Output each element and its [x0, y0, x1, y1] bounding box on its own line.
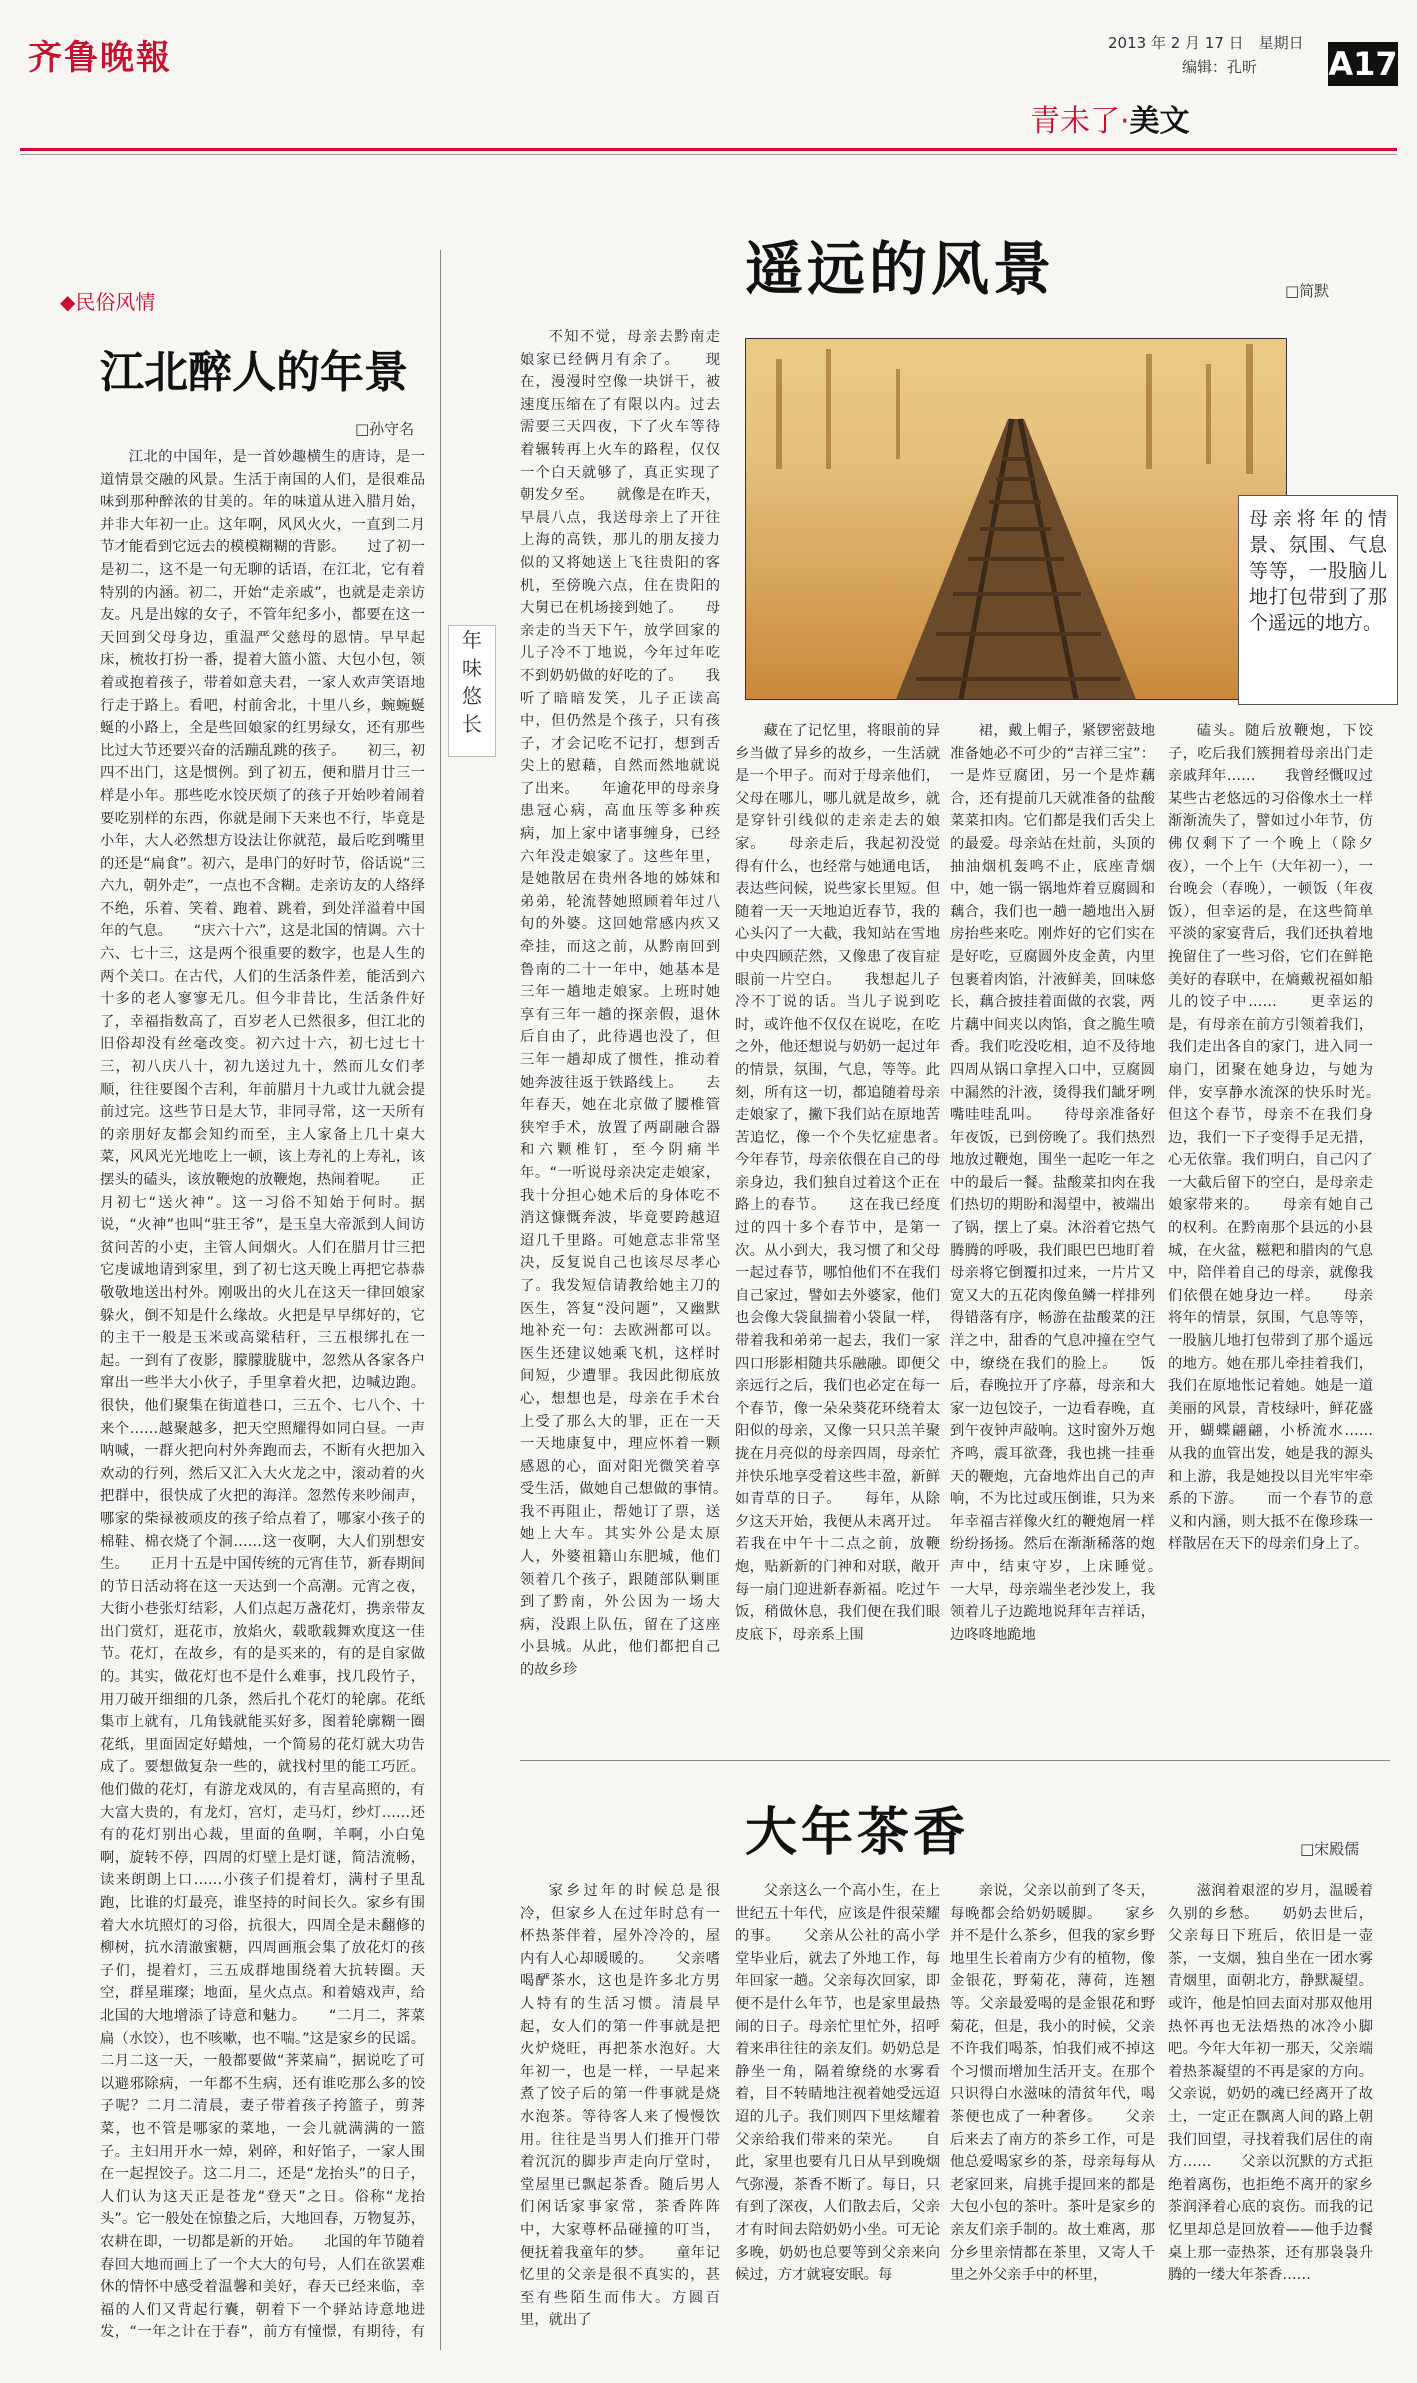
- article-separator: [520, 1760, 1390, 1761]
- article3-col-d: 滋润着艰涩的岁月，温暖着久别的乡愁。 奶奶去世后，父亲每日下班后，依旧是一壶茶，一支烟，独自坐在一团水雾青烟里，面朝北方，静默凝望。或许，他是怕回去面对那双他用热怀再也无法焐热的冰冷小脚吧。今年大年初一那天，父亲端着热茶凝望的不再是家的方向。父亲说，奶奶的魂已经离开了故土，一定正在飘离人间的路上朝我们回望，寻找着我们居住的南方…… 父亲以沉默的方式拒绝着离伤，也拒绝不离开的家乡茶润泽着心底的哀伤。而我的记忆里却总是回放着——他手边餐桌上那一壶热茶，还有那袅袅升腾的一缕大年茶香……: [1168, 1883, 1373, 2284]
- article1-body: 江北的中国年，是一首妙趣横生的唐诗，是一道情景交融的风景。生活于南国的人们，是很难品味到那种醉浓的甘美的。年的味道从进入腊月始，并非大年初一止。这年啊，风风火火，一直到二月节才能看到它远去的模模糊糊的背影。 过了初一是初二，这不是一句无聊的话语，在江北，它有着特别的内涵。初二，开始“走亲戚”，也就是走亲访友。凡是出嫁的女子，不管年纪多小，都要在这一天回到父母身边，重温严父慈母的恩情。早早起床，梳妆打扮一番，提着大篮小篮、大包小包，领着或抱着孩子，带着如意夫君，一家人欢声笑语地行走于路上。看吧，村前舍北，十里八乡，蜿蜿蜒蜒的小路上，全是些回娘家的红男绿女，还有那些比过大节还要兴奋的活蹦乱跳的孩子。 初三，初四不出门，这是惯例。到了初五，便和腊月廿三一样是小年。那些吃水饺厌烦了的孩子开始吵着闹着要吃别样的东西，你就是闹下天来也不行，毕竟是小年，大人必然想方设法让你就范，最后吃到嘴里的还是“扁食”。初六，是串门的好时节，俗话说“三六九，朝外走”，一点也不含糊。走亲访友的人络绎不绝，乐着、笑着、跑着、跳着，到处洋溢着中国年的气息。 “庆六十六”，这是北国的情调。六十六、七十三，这是两个很重要的数字，也是人生的两个关口。在古代，人们的生活条件差，能活到六十多的老人寥寥无几。但今非昔比，生活条件好了，幸福指数高了，百岁老人已然很多，但江北的旧俗却没有丝毫改变。初六过十六，初七过七十三，初八庆八十，初九送过九十，然而儿女们孝顺，往往要图个吉利，年前腊月十九或廿九就会提前过完。这些节日是大节，非同寻常，这一天所有的亲朋好友都会知约而至，主人家备上几十桌大菜，风风光光地吃上一顿，该上寿礼的上寿礼，该摆头的磕头，该放鞭炮的放鞭炮，热闹着呢。 正月初七“送火神”。这一习俗不知始于何时。据说，“火神”也叫“驻王爷”，是玉皇大帝派到人间访贫问苦的小吏，主管人间烟火。人们在腊月廿三把它虔诚地请到家里，到了初七这天晚上再把它恭恭敬敬地送出村外。刚吸出的火儿在这天一律回娘家躲火，倒不知是什么缘故。火把是早早绑好的，它的主干一般是玉米或高粱秸秆，三五根绑扎在一起。一到有了夜影，朦朦胧胧中，忽然从各家各户窜出一些半大小伙子，手里拿着火把，边喊边跑。很快，他们聚集在街道巷口，三五个、七八个、十来个……越聚越多，把天空照耀得如同白昼。一声呐喊，一群火把向村外奔跑而去，不断有火把加入欢动的行列，然后又汇入大火龙之中，滚动着的火把群中，很快成了火把的海洋。忽然传来吵闹声，哪家的柴禄被顽皮的孩子给点着了，哪家小孩子的棉鞋、棉衣烧了个洞……这一夜啊，大人们别想安生。 正月十五是中国传统的元宵佳节，新春期间的节日活动将在这一天达到一个高潮。元宵之夜，大街小巷张灯结彩，人们点起万盏花灯，携亲带友出门赏灯，逛花市，放焰火，载歌载舞欢度这一佳节。花灯，在故乡，有的是买来的，有的是自家做的。其实，做花灯也不是什么难事，找几段竹子，用刀破开细细的几条，然后扎个花灯的轮廓。花纸集市上就有，几角钱就能买好多，图着轮廓糊一圈花纸，里面固定好蜡烛，一个简易的花灯就大功告成了。要想做复杂一些的，就找村里的能工巧匠。他们做的花灯，有游龙戏凤的，有吉星高照的，有大富大贵的，有龙灯，宫灯，走马灯，纱灯……还有的花灯别出心裁，里面的鱼啊，羊啊，小白兔啊，旋转不停，四周的灯壁上是灯谜，简洁流畅，读来朗朗上口……小孩子们提着灯，满村子里乱跑，比谁的灯最亮，谁坚持的时间长久。家乡有围着大水坑照灯的习俗，抗很大，四周全是未翻修的柳树，抗水清澈蜜糖，四周画瓶会集了放花灯的孩子们，提着灯，三五成群地围绕着大抗转圈。天空，群星璀璨；地面，星火点点。和着嬉戏声，给北国的大地增添了诗意和魅力。 “二月二，荠菜扁（水饺），也不咳嗽，也不喘。”这是家乡的民谣。二月二这一天，一般都要做“荠菜扁”，据说吃了可以避邪除病，一年都不生病，还有谁吃那么多的饺子呢？二月二清晨，妻子带着孩子挎篮子，剪荠菜，也不管是哪家的菜地，一会儿就满满的一篮子。主妇用开水一焯，剁碎，和好馅子，一家人围在一起捏饺子。这二月二，还是“龙抬头”的日子，人们认为这天正是苍龙“登天”之日。俗称“龙抬头”。它一般处在惊蛰之后，大地回春，万物复苏，农耕在即，一切都是新的开始。 北国的年节随着春回大地而画上了一个大大的句号，人们在欲罢难休的情怀中感受着温馨和美好，春天已经来临，幸福的人们又背起行囊，朝着下一个驿站诗意地进发，“一年之计在于春”，前方有憧憬，有期待，有: [100, 449, 425, 2341]
- article2-col-c: 裙，戴上帽子，紧锣密鼓地准备她必不可少的“吉祥三宝”：一是炸豆腐团，另一个是炸藕合，还有提前几天就准备的盐酸菜菜扣肉。它们都是我们舌尖上的最爱。母亲站在灶前，头顶的抽油烟机轰鸣不止，底座青烟中，她一锅一锅地炸着豆腐圆和藕合，我们也一趟一趟地出入厨房抬些来吃。刚炸好的它们实在是好吃，豆腐圆外皮金黄，内里包裹着肉馅，汁液鲜美，回味悠长，藕合披挂着面做的衣裳，两片藕中间夹以肉馅，食之脆生喷香。我们吃没吃相，迫不及待地四周从锅口拿捏入口中，豆腐圆中漏然的汁液，烫得我们龇牙咧嘴哇哇乱叫。 待母亲准备好年夜饭，已到傍晚了。我们热烈地放过鞭炮，围坐一起吃一年之中的最后一餐。盐酸菜扣肉在我们热切的期盼和渴望中，被端出了锅，摆上了桌。沐浴着它热气腾腾的呼吸，我们眼巴巴地盯着母亲将它倒覆扣过来，一片片又宽又大的五花肉像鱼鳞一样排列得错落有序，畅游在盐酸菜的汪洋之中，甜香的气息冲撞在空气中，缭绕在我们的脸上。 饭后，春晚拉开了序幕，母亲和大家一边包饺子，一边看春晚，直到午夜钟声敲响。这时窗外万炮齐鸣，震耳欲聋，我也挑一挂垂天的鞭炮，亢奋地炸出自己的声响，不为比过或压倒谁，只为来年幸福吉祥像火红的鞭炮屑一样纷纷扬扬。然后在渐渐稀落的炮声中，结束守岁，上床睡觉。 一大早，母亲端坐老沙发上，我领着儿子边跪地说拜年吉祥话，边咚咚地跪地: [950, 723, 1155, 1643]
- article3-title: 大年茶香: [745, 1803, 970, 1863]
- tab-char-1: 年: [462, 628, 482, 652]
- article3-col-a: 家乡过年的时候总是很冷，但家乡人在过年时总有一杯热茶伴着，屋外冷冷的，屋内有人心却暖暖的。 父亲嗜喝酽茶水，这也是许多北方男人特有的生活习惯。清晨早起，女人们的第一件事就是把火炉烧旺，再把茶水泡好。大年初一，也是一样，一早起来煮了饺子后的第一件事就是烧水泡茶。等待客人来了慢慢饮用。往往是当男人们推开门带着沉沉的脚步声走向厅堂时，堂屋里已飘起茶香。随后男人们闲话家事家常，茶香阵阵中，大家尊杯品碰撞的叮当，便抚着我童年的梦。 童年记忆里的父亲是很不真实的，甚至有些陌生而伟大。方圆百里，就出了: [520, 1883, 720, 2329]
- railway-photo: [745, 338, 1287, 700]
- article1-kicker: [60, 286, 155, 315]
- diamond-icon: ◆: [60, 290, 76, 314]
- kicker-label: 民俗风情: [75, 290, 156, 314]
- article3-byline: □宋殿儒: [1300, 1840, 1360, 1858]
- article1-byline: □孙守名: [355, 420, 415, 438]
- page-number: A17: [1328, 42, 1398, 86]
- issue-date: 2013 年 2 月 17 日 星期日: [1108, 34, 1304, 52]
- article2-title: 遥远的风景: [745, 235, 1056, 303]
- article2-col-d: 磕头。随后放鞭炮，下饺子，吃后我们簇拥着母亲出门走亲戚拜年…… 我曾经慨叹过某些古老悠远的习俗像水土一样渐渐流失了，譬如过小年节，仿佛仅剩下了一个晚上（除夕夜），一个上午（大年初一），一台晚会（春晚），一顿饭（年夜饭），但幸运的是，在这些简单平淡的家宴背后，我们还执着地挽留住了一些习俗，它们在鲜艳美好的春联中，在熵戴祝福如船儿的饺子中…… 更幸运的是，有母亲在前方引领着我们，我们走出各自的家门，进入同一扇门，团聚在她身边，与她为伴，安享静水流深的快乐时光。 但这个春节，母亲不在我们身边，我们一下子变得手足无措，心无依靠。我们明白，自己闪了一大截后留下的空白，是母亲走娘家带来的。 母亲有她自己的权利。在黔南那个县远的小县城，在火盆，糍粑和腊肉的气息中，陪伴着自己的母亲，就像我们依偎在她身边一样。 母亲将年的情景，氛围，气息等等，一股脑儿地打包带到了那个遥远的地方。她在那儿牵挂着我们，我们在原地怅记着她。她是一道美丽的风景，青枝绿叶，鲜花盛开，蝴蝶翩翩，小桥流水…… 从我的血管出发，她是我的源头和上游，我是她投以目光牢牢牵系的下游。 而一个春节的意义和内涵，则大抵不在像珍珠一样散居在天下的母亲们身上了。: [1168, 723, 1373, 1553]
- column-tab: [448, 625, 496, 757]
- article3-col-c: 亲说，父亲以前到了冬天，每晚都会给奶奶暖脚。 家乡并不是什么茶乡，但我的家乡野地里生长着南方少有的植物，像金银花，野菊花，薄荷，连翘等。父亲最爱喝的是金银花和野菊花，但是，我小的时候，父亲不许我们喝茶，怕我们戒不掉这个习惯而增加生活开支。在那个只识得白水滋味的清贫年代，喝茶便也成了一种奢侈。 父亲后来去了南方的茶乡工作，可是他总爱喝家乡的茶，母亲每每从老家回来，肩挑手提回来的都是大包小包的茶叶。茶叶是家乡的亲友们亲手制的。故土难离，那分乡里亲情都在茶里，又寄人千里之外父亲手中的杯里，: [950, 1883, 1155, 2284]
- article1-title: 江北醉人的年景: [100, 347, 408, 398]
- header-rule: [20, 148, 1397, 151]
- newspaper-logo: 齐鲁晚報: [28, 38, 172, 78]
- tab-char-4: 长: [462, 712, 482, 736]
- railway-track-image: [746, 339, 1286, 699]
- header-rule-thin: [20, 154, 1397, 155]
- article2-col-b: 藏在了记忆里，将眼前的异乡当做了异乡的故乡，一生活就是一个甲子。而对于母亲他们，父母在哪儿，哪儿就是故乡，就是穿针引线似的走亲走去的娘家。 母亲走后，我起初没觉得有什么，也经常与她通电话，表达些问候，说些家长里短。但随着一天一天地迫近春节，我的心头闪了一大截，我知站在雪地中央四顾茫然，又像患了夜盲症眼前一片空白。 我想起儿子冷不丁说的话。当儿子说到吃时，或许他不仅仅在说吃，在吃之外，他还想说与奶奶一起过年的情景，氛围，气息，等等。此刻，所有这一切，都追随着母亲走娘家了，撇下我们站在原地苦苦追忆，像一个个失忆症患者。 今年春节，母亲依偎在自己的母亲身边，我们独自过着这个正在路上的春节。 这在我已经度过的四十多个春节中，是第一次。从小到大，我习惯了和父母一起过春节，哪怕他们不在我们自己家过，譬如去外婆家，他们也会像大袋鼠揣着小袋鼠一样，带着我和弟弟一起去，我们一家四口形影相随共乐融融。即便父亲远行之后，我们也必定在每一个春节，像一朵朵葵花环绕着太阳似的母亲，又像一只只羔羊聚拢在月亮似的母亲四周，母亲忙并快乐地享受着这些丰盈，新鲜如青草的日子。 每年，从除夕这天开始，我便从未离开过。若我在中午十二点之前，放鞭炮，贴新新的门神和对联，敞开每一扇门迎进新春新福。吃过午饭，稍做休息，我们便在我们眼皮底下，母亲系上围: [735, 723, 940, 1643]
- editor-credit: 编辑：孔昕: [1182, 58, 1258, 76]
- article3-col-b: 父亲这么一个高小生，在上世纪五十年代，应该是件很荣耀的事。 父亲从公社的高小学堂毕业后，就去了外地工作，每年回家一趟。父亲每次回家，即便不是什么年节，也是家里最热闹的日子。母亲忙里忙外，招呼着来串往往的亲友们。奶奶总是静坐一角，隔着缭绕的水雾看着，目不转睛地注视着她受远迢迢的儿子。我们则四下里炫耀着父亲给我们带来的荣光。 自此，家里也要有几日从早到晚烟气弥漫，茶香不断了。每日，只有到了深夜，人们散去后，父亲才有时间去陪奶奶小坐。可无论多晚，奶奶也总要等到父亲来向候过，方才就寝安眠。每: [735, 1883, 940, 2284]
- section-name-b: 美文: [1129, 104, 1190, 139]
- section-name-a: 青未了·: [1030, 104, 1130, 139]
- tab-char-3: 悠: [462, 684, 482, 708]
- pull-quote: 母亲将年的情景、氛围、气息等等，一股脑儿地打包带到了那个遥远的地方。: [1238, 495, 1398, 705]
- tab-char-2: 味: [462, 656, 482, 680]
- article2-byline: □简默: [1285, 282, 1330, 300]
- column-divider: [440, 250, 441, 2350]
- article2-col-a: 不知不觉，母亲去黔南走娘家已经俩月有余了。 现在，漫漫时空像一块饼干，被速度压缩在了有限以内。过去需要三天四夜，下了火车等待着辗转再上火车的路程，仅仅一个白天就够了，真正实现了朝发夕至。 就像是在昨天，早晨八点，我送母亲上了开往上海的高铁，那儿的朋友接力似的又将她送上飞往贵阳的客机，至傍晚六点，住在贵阳的大舅已在机场接到她了。 母亲走的当天下午，放学回家的儿子冷不丁地说，今年过年吃不到奶奶做的好吃的了。 我听了暗暗发笑，儿子正读高中，但仍然是个孩子，只有孩子，才会记吃不记打，想到舌尖上的慰藉，自然而然地就说了出来。 年逾花甲的母亲身患冠心病，高血压等多种疾病，加上家中诸事缠身，已经六年没走娘家了。这些年里，是她散居在贵州各地的姊妹和弟弟，轮流替她照顾着年过八旬的外婆。这回她常感内疚又牵挂，而这之前，从黔南回到鲁南的二十一年中，她基本是三年一趟地走娘家。上班时她享有三年一趟的探亲假，退休后自由了，此待遇也没了，但三年一趟却成了惯性，推动着她奔波往返于铁路线上。 去年春天，她在北京做了腰椎管狭窄手术，放置了两副融合器和六颗椎钉，至今阴痛半年。“一听说母亲决定走娘家，我十分担心她术后的身体吃不消这慷慨奔波，毕竟要跨越迢迢几千里路。可她意志非常坚决，反复说自己也该尽尽孝心了。我发短信请教给她主刀的医生，答复“没问题”，又幽默地补充一句：去欧洲都可以。医生还建议她乘飞机，这样时间短，少遭罪。我因此彻底放心，想想也是，母亲在手术台上受了那么大的罪，正在一天一天地康复中，理应怀着一颗感恩的心，面对阳光微笑着享受生活，做她自己想做的事情。 我不再阻止，帮她订了票，送她上大车。其实外公是太原人，外婆祖籍山东肥城，他们领着几个孩子，跟随部队剿匪到了黔南，外公因为一场大病，没跟上队伍，留在了这座小县城。从此，他们都把自己的故乡珍: [520, 329, 720, 1679]
- section-title: [1030, 96, 1190, 140]
